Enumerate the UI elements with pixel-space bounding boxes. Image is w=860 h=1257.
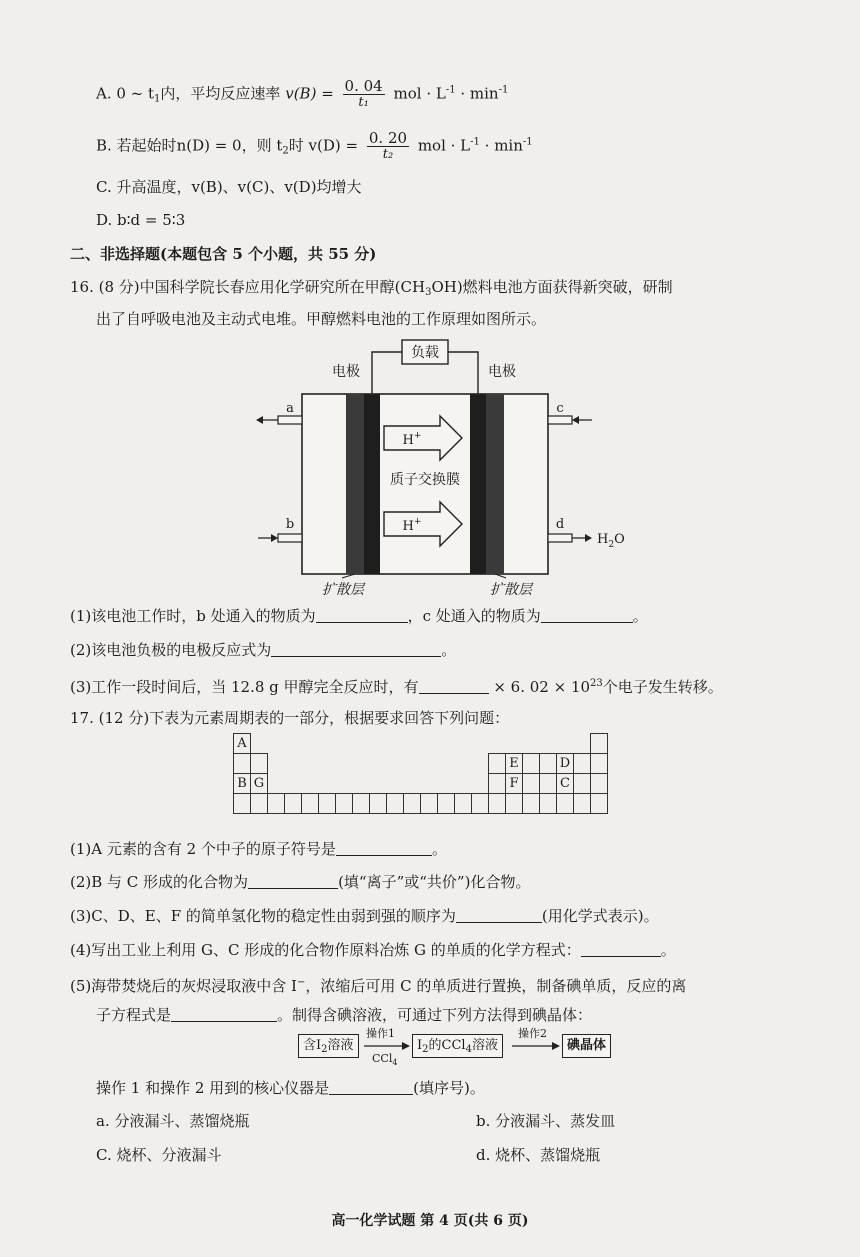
fraction: $\frac{0. 04}{\text{t₁}}$ — [344, 77, 383, 110]
proton-label-top: H+ — [402, 431, 422, 448]
q17-part4: (4)写出工业上利用 G、C 形成的化合物作原料冶炼 G 的单质的化学方程式： 。 — [70, 941, 676, 959]
port-b-label: b — [285, 517, 295, 532]
cell-G: G — [251, 774, 268, 794]
q17-title: 17. (12 分)下表为元素周期表的一部分，根据要求回答下列问题： — [70, 709, 510, 727]
cell-E: E — [506, 754, 523, 774]
q15-option-c: C. 升高温度，v(B)、v(C)、v(D)均增大 — [96, 178, 362, 196]
q16-part1: (1)该电池工作时，b 处通入的物质为 ，c 处通入的物质为 。 — [70, 607, 648, 625]
q15-option-a: A. 0 ~ $t_1$内，平均反应速率 v(B) = $\frac{0. 04}{\text{t₁}}$ mol · $L^{-1} \cdot \min^{-1}$ — [96, 77, 509, 110]
flow-box-ccl4-solution: $I_2$的CCl$_4$溶液 — [412, 1034, 503, 1058]
q17-part5-line1: (5)海带焚烧后的灰烬浸取液中含 I−，浓缩后可用 C 的单质进行置换，制备碘单质，反应的离 — [70, 977, 687, 995]
flow-op2-label: 操作2 — [518, 1027, 547, 1040]
q17-ask: 操作 1 和操作 2 用到的核心仪器是 (填序号)。 — [96, 1079, 485, 1097]
flow-arrow-2 — [512, 1041, 562, 1051]
q17-option-c: C. 烧杯、分液漏斗 — [96, 1146, 222, 1164]
flow-arrow-1 — [364, 1041, 412, 1051]
q16-part2: (2)该电池负极的电极反应式为 。 — [70, 641, 457, 659]
q17-part5-line2: 子方程式是 。制得含碘溶液，可通过下列方法得到碘晶体： — [96, 1006, 593, 1024]
load-label: 负载 — [411, 345, 439, 361]
flow-box-iodine-crystal: 碘晶体 — [562, 1034, 611, 1058]
q17-option-d: d. 烧杯、蒸馏烧瓶 — [476, 1146, 601, 1164]
q17-option-b: b. 分液漏斗、蒸发皿 — [476, 1112, 616, 1130]
q16-stem-line1: 16. (8 分)中国科学院长春应用化学研究所在甲醇$(CH_3OH)$燃料电池方面获得新突破，研制 — [70, 278, 673, 298]
port-d-label: d — [555, 517, 565, 532]
port-c-label: c — [556, 401, 564, 416]
flow-op1-label: 操作1 — [366, 1027, 395, 1040]
section-title: 二、非选择题(本题包含 5 个小题，共 55 分) — [70, 245, 377, 263]
page-footer: 高一化学试题 第 4 页(共 6 页) — [331, 1213, 529, 1229]
cell-C: C — [557, 774, 574, 794]
q16-part3: (3)工作一段时间后，当 12.8 g 甲醇完全反应时，有 × 6. $02 \times 10^{23}$个电子发生转移。 — [70, 678, 723, 696]
wire-left — [372, 352, 402, 394]
flow-op1-reagent: CCl$_4$ — [372, 1052, 398, 1067]
port-a-label: a — [286, 401, 294, 416]
diffusion-layer-right — [486, 394, 504, 574]
q16-stem-line2: 出了自呼吸电池及主动式电堆。甲醇燃料电池的工作原理如图所示。 — [96, 310, 547, 328]
wire-right — [448, 352, 478, 394]
diffusion-layer-left — [346, 394, 364, 574]
port-a-tube — [278, 416, 302, 424]
cell-D: D — [557, 754, 574, 774]
q15-option-d: D. b∶d = 5∶3 — [96, 211, 186, 229]
fuel-cell-diagram — [0, 338, 860, 598]
q17-part1: (1)A 元素的含有 2 个中子的原子符号是 。 — [70, 840, 447, 858]
fraction: $\frac{0. 20}{\text{t₂}}$ — [368, 129, 408, 162]
q17-part2: (2)B 与 C 形成的化合物为 (填“离子”或“共价”)化合物。 — [70, 873, 531, 891]
diffusion-left-label: 扩散层 — [322, 582, 364, 598]
q15-option-b: B. 若起始时n(D) = 0，则 $t_2$时 v(D) = $\frac{0. 20}{\text{t₂}}$ mol · $L^{-1} \cdot \min^{-1}$ — [96, 129, 533, 162]
q17-option-a: a. 分液漏斗、蒸馏烧瓶 — [96, 1112, 250, 1130]
flow-box-iodine-solution: 含$I_2$溶液 — [298, 1034, 359, 1058]
electrode-left-label: 电极 — [332, 364, 360, 380]
port-d-tube — [548, 534, 572, 542]
electrode-right — [470, 394, 486, 574]
cell-A: A — [234, 734, 251, 754]
electrode-left — [364, 394, 380, 574]
membrane-label: 质子交换膜 — [390, 472, 460, 488]
port-b-tube — [278, 534, 302, 542]
q17-part3: (3)C、D、E、F 的简单氢化物的稳定性由弱到强的顺序为 (用化学式表示)。 — [70, 907, 659, 925]
proton-label-bottom: H+ — [402, 517, 422, 534]
electrode-right-label: 电极 — [488, 364, 516, 380]
cell-B: B — [234, 774, 251, 794]
water-label: $H_2O$ — [597, 532, 625, 550]
diffusion-right-label: 扩散层 — [490, 582, 532, 598]
cell-F: F — [506, 774, 523, 794]
periodic-table — [233, 733, 608, 814]
port-c-tube — [548, 416, 572, 424]
